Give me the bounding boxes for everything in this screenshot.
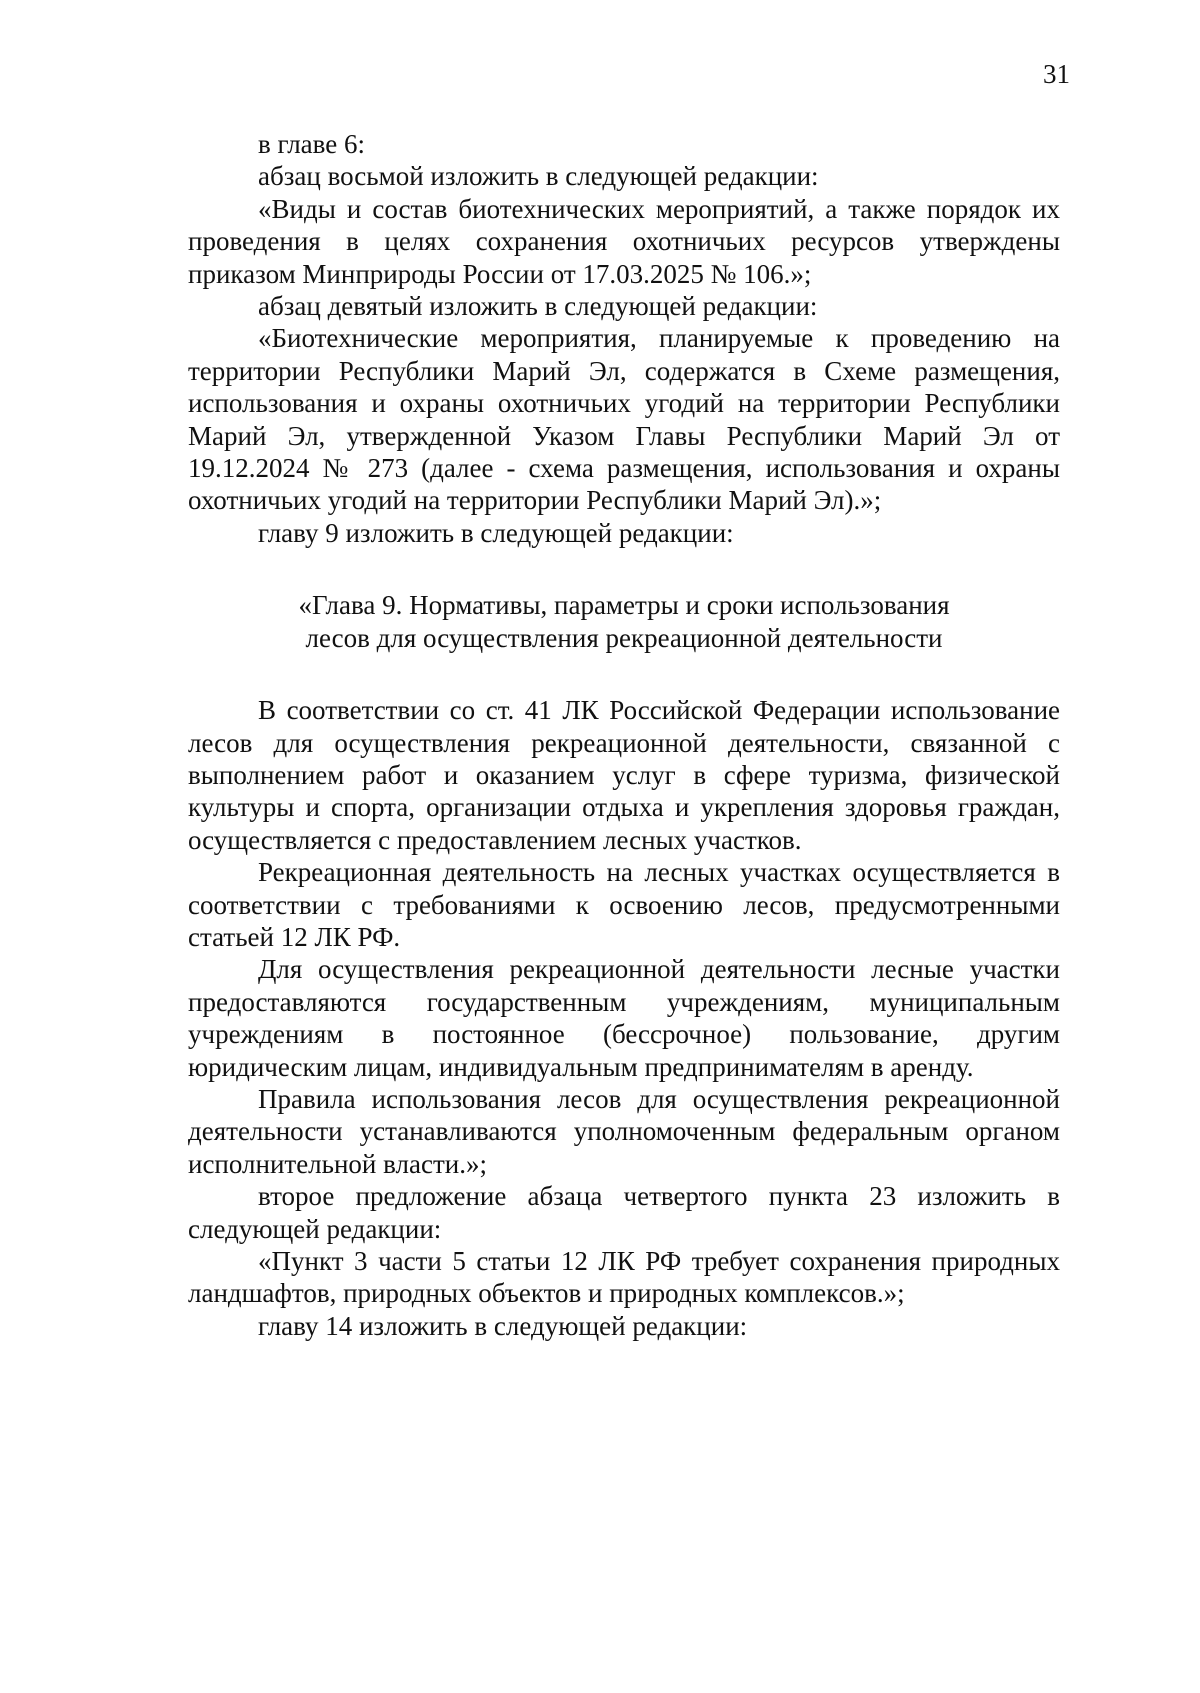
document-body	[188, 128, 1060, 1342]
paragraph-chapter-6: в главе 6:	[258, 129, 365, 159]
paragraph-recreation-article-41: В соответствии со ст. 41 ЛК Российской Федерации использование лесов для осуществления рекреационной деятельности, связанной с выполнением работ и оказанием услуг в сфере туризма, физической культуры и спорта, организации отдыха и укрепления здоровья граждан, осуществляется с предоставлением лесных участков.	[188, 695, 1060, 855]
paragraph-para-9-instruction: абзац девятый изложить в следующей редакции:	[258, 291, 818, 322]
paragraph-point-23-instruction: второе предложение абзаца четвертого пункта 23 изложить в следующей редакции:	[188, 1181, 1060, 1244]
paragraph-recreation-requirements: Рекреационная деятельность на лесных участках осуществляется в соответствии с требованиями к освоению лесов, предусмотренными статьей 12 ЛК РФ.	[188, 857, 1060, 952]
paragraph-recreation-rules: Правила использования лесов для осуществления рекреационной деятельности устанавливаются уполномоченным федеральным органом исполнительной власти.»;	[188, 1083, 1060, 1179]
paragraph-para-8-instruction: абзац восьмой изложить в следующей редакции:	[258, 161, 819, 192]
paragraph-chapter-9-instruction: главу 9 изложить в следующей редакции:	[258, 517, 734, 548]
paragraph-biotech-measures: «Биотехнические мероприятия, планируемые к проведению на территории Республики Марий Эл, содержатся в Схеме размещения, использования и охраны охотничьих угодий на территории Республики Марий Эл, утвержденной Указом Главы Республики Марий Эл от 19.12.2024 № 273 (далее - схема размещения, использования и охраны охотничьих угодий на территории Республики Марий Эл).»;	[188, 323, 1060, 516]
paragraph-landscape-preservation: «Пункт 3 части 5 статьи 12 ЛК РФ требует сохранения природных ландшафтов, природных объектов и природных комплексов.»;	[188, 1246, 1060, 1309]
chapter-title	[188, 589, 1060, 654]
paragraph-recreation-provision: Для осуществления рекреационной деятельности лесные участки предоставляются государственным учреждениям, муниципальным учреждениям в постоянное (бессрочное) пользование, другим юридическим лицам, индивидуальным предпринимателям в аренду.	[188, 954, 1060, 1082]
paragraph-biotech-types: «Виды и состав биотехнических мероприятий, а также порядок их проведения в целях сохранения охотничьих ресурсов утверждены приказом Минприроды России от 17.03.2025 № 106.»;	[188, 193, 1060, 289]
paragraph-chapter-14-instruction: главу 14 изложить в следующей редакции:	[258, 1310, 748, 1341]
chapter-title-line-2: лесов для осуществления рекреационной деятельности	[305, 622, 943, 653]
page-number: 31	[1043, 59, 1070, 89]
chapter-title-line-1: «Глава 9. Нормативы, параметры и сроки использования	[298, 590, 950, 621]
